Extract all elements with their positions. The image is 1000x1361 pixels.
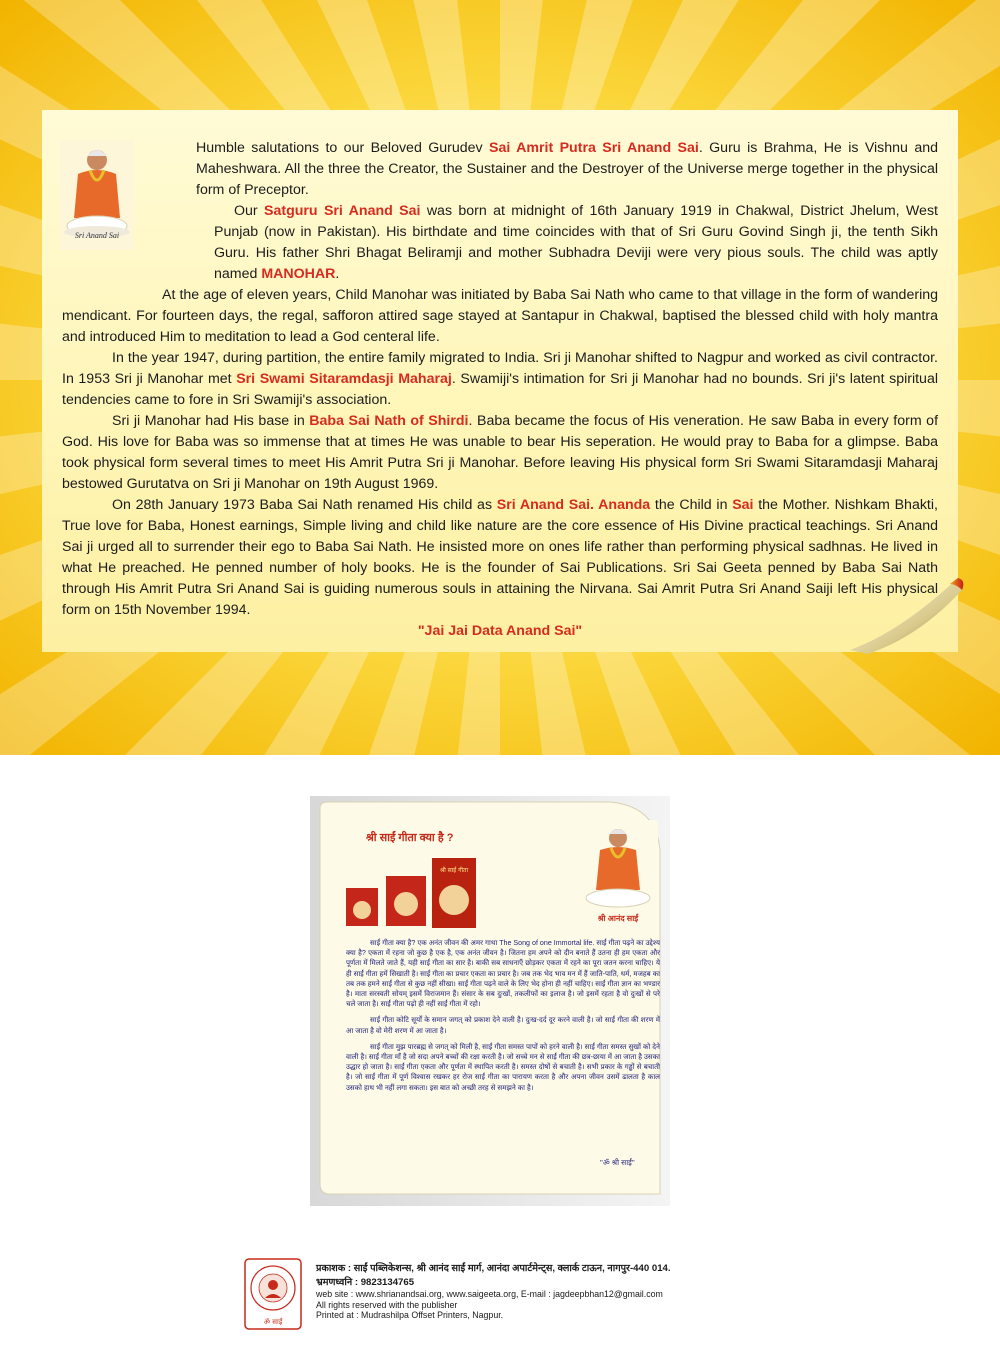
text-run: was born at midnight of 16th January 1919 in Chakwal, District Jhelum, West Punjab (now in Pakistan). His birthdate and time coincides with that of Sri Guru Govind Singh ji, the tenth Sikh Guru. His father Shri Bhagat Beliramji and mother Subhadra Deviji were very pious souls. The child was aptly named	[214, 203, 938, 282]
booklet-text	[346, 938, 660, 1099]
text-run: .	[335, 266, 340, 282]
text-run: . Baba became the focus of His veneration. He saw Baba in every form of God. His love for Baba was so immense that at times He was unable to bear His seperation. He would pray to Baba for a glimpse. Baba took physical form several times to meet His Amrit Putra Sri ji Manohar. Before leaving His physical form Sri Swami Sitaramdasji Maharaj bestowed Gurutatva on Sri ji Manohar on 19th August 1969.	[62, 413, 939, 492]
paragraph-birth	[62, 201, 938, 285]
booklet-portrait-caption: श्री आनंद साईं	[597, 914, 639, 923]
booklet-paragraph: साईं गीता क्या है? एक अनंत जीवन की अमर गाथा The Song of one Immortal life. साईं गीता पढ़ने का उद्देश्य क्या है? एकता में रहना जो कुछ है एक है, एक अनंत जीवन है। जितना हम अपने को दीन बनाते हैं उतना ही हम एकता और पूर्णता में मिलते जाते हैं, यही साईं गीता का सार है। बाकी सब साधनाएँ छोड़कर एकता में रहने का पूरा जतन करना चाहिए। ये ही साईं गीता हमें सिखाती है। साईं गीता का प्रचार एकता का प्रचार है। जब तक भेद भाव मन में हैं जाति-पाति, धर्म, मजहब का तब तक हमने साईं गीता से कुछ नहीं सीखा। साईं गीता पढ़ने वाले के लिए भेद होना ही नहीं चाहिए। साईं गीता ज्ञान का भण्डार है। माता सरस्वती सोयम् इसमें विराजमान हैं। संसार के सब दुःखों, तकलीफों का इलाज है। जो इसमें रहता है वो दुःखों से परे चले जाता है। साईं गीता पढ़ो ही नहीं साईं गीता में रहो।	[346, 939, 660, 1009]
publisher-website: web site : www.shrianandsai.org, www.saigeeta.org, E-mail : jagdeepbhan12@gmail.com	[316, 1289, 663, 1299]
booklet-title: श्री साईं गीता क्या है ?	[366, 832, 454, 844]
paragraph-salutation	[62, 138, 938, 201]
publisher-phone: भ्रमणध्वनि : 9823134765	[316, 1276, 415, 1288]
text-run: In the year 1947, during partition, the entire family migrated to India. Sri ji Manohar shifted to Nagpur and worked as civil contractor. In 1953 Sri ji Manohar met	[62, 350, 938, 387]
biography-text	[62, 138, 938, 642]
text-run: Our	[234, 203, 264, 219]
paragraph-baba-sai-nath	[62, 411, 938, 495]
text-run: Sri ji Manohar had His base in	[112, 413, 310, 429]
booklet-signature: ''ॐ श्री साईं''	[600, 1158, 635, 1167]
publisher-footer	[316, 1262, 786, 1321]
booklet-paragraph: साईं गीता मुझ पारब्रह्म से जगत् को मिली है, साईं गीता समस्त पापों को हरने वाली है। साईं गीता समस्त सुखों को देने वाली है। साईं गीता माँ है जो सदा अपने बच्चों की रक्षा करती है। जो सच्चे मन से साईं गीता की छत्र-छाया में आ जाता है उसका उद्धार हो जाता है। साईं गीता एकता और पूर्णता में स्थापित करती है। समस्त दोषों से बचाती है। सभी प्रकार के गड्ढों से बचाती है। जो साईं गीता में पूर्ण विश्वास रखकर हर रोज साईं गीता का पारायण करता है और अपना जीवन उसमें ढालता है काल उसको हाथ भी नहीं लगा सकता। इस बात को अच्छी तरह से समझने का है।	[346, 1042, 660, 1092]
publisher-address: प्रकाशक : साईं पब्लिकेशन्स, श्री आनंद साईं मार्ग, आनंदा अपार्टमेन्ट्स, क्लार्क टाऊन, नागपुर-440 014.	[316, 1263, 671, 1274]
text-run: the Child in	[650, 497, 733, 513]
highlight-name: Sri Anand Sai. Ananda	[496, 497, 651, 513]
paragraph-initiation: At the age of eleven years, Child Manohar was initiated by Baba Sai Nath who came to that village in the form of wandering mendicant. For fourteen days, the regal, safforon attired sage stayed at Santapur in Chakwal, baptised the blessed child with holy mantra and introduced Him to meditation to lead a God centeral life.	[62, 287, 938, 345]
highlight-name: Baba Sai Nath of Shirdi	[309, 413, 469, 429]
printer-notice: Printed at : Mudrashilpa Offset Printers, Nagpur.	[316, 1310, 504, 1320]
highlight-name: MANOHAR	[261, 266, 336, 282]
highlight-name: Satguru Sri Anand Sai	[264, 203, 421, 219]
text-run: . Swamiji's intimation for Sri ji Manohar had no bounds. Sri ji's latent spiritual tendencies came to fore in Sri Swamiji's association.	[62, 371, 938, 408]
paragraph-renaming	[62, 495, 938, 621]
text-run: the Mother. Nishkam Bhakti, True love for Baba, Honest earnings, Simple living and child like nature are the core essence of His Divine practical teachings. Sri Anand Sai ji urged all to surrender their ego to Baba Sai Nath. He insisted more on ones life rather than performing physical sadhnas. He lived in what He preached. He penned number of holy books. He is the founder of Sai Publications. Sri Sai Geeta penned by Baba Sai Nath through His Amrit Putra Sri Anand Sai is guiding numerous souls in attaining the Nirvana. Sai Amrit Putra Sri Anand Saiji left His physical form on 15th November 1994.	[62, 497, 938, 618]
highlight-name: Sri Swami Sitaramdasji Maharaj	[236, 371, 452, 387]
booklet-portrait	[578, 820, 658, 920]
booklet-paragraph: साईं गीता कोटि सूर्यों के समान जगत् को प्रकाश देने वाली है। दुःख-दर्द दूर करने वाली है। जो साईं गीता की शरण में आ जाता है वो मेरी शरण में आ जाता है।	[346, 1016, 660, 1035]
closing-chant: "Jai Jai Data Anand Sai"	[417, 623, 583, 639]
highlight-name: Sai	[732, 497, 754, 513]
text-run: Humble salutations to our Beloved Gurudev	[196, 140, 490, 156]
rights-notice: All rights reserved with the publisher	[316, 1299, 458, 1310]
text-run: . Guru is Brahma, He is Vishnu and Maheshwara. All the three the Creator, the Sustainer and the Destroyer of the Universe merge together in the physical form of Preceptor.	[196, 140, 939, 198]
book-cover-title: श्री साईं गीता	[439, 867, 469, 874]
text-run: On 28th January 1973 Baba Sai Nath renamed His child as	[112, 497, 497, 513]
portrait-caption: Sri Anand Sai	[74, 231, 120, 240]
sai-geeta-book-covers	[346, 858, 476, 928]
highlight-name: Sai Amrit Putra Sri Anand Sai	[489, 140, 699, 156]
sai-publications-seal	[244, 1258, 302, 1330]
seal-text: ॐ साईं	[263, 1318, 283, 1326]
paragraph-partition	[62, 348, 938, 411]
